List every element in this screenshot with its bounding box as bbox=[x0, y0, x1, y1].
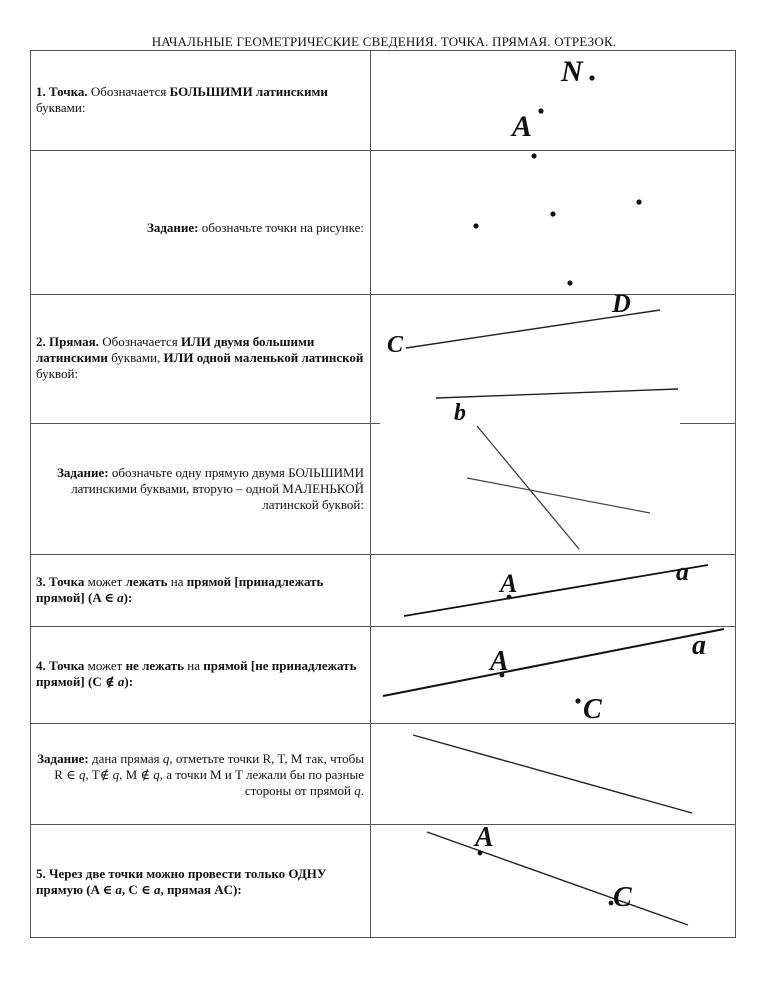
line-q bbox=[413, 735, 692, 813]
row-line-definition: 2. Прямая. Обозначается ИЛИ двумя большими латинскими буквами, ИЛИ одной маленькой латинской буквой: bbox=[36, 334, 364, 381]
line-b bbox=[436, 389, 678, 398]
row-task-line-q: Задание: дана прямая q, отметьте точки R, T, M так, чтобы R ∈ q, T∉ q, M ∉ q, а точки M и T лежали бы по разные стороны от прямой q. bbox=[37, 751, 364, 798]
row-two-points-one-line: 5. Через две точки можно провести только ОДНУ прямую (A ∈ a, C ∈ a, прямая AC): bbox=[36, 866, 327, 897]
row-task-lines: Задание: обозначьте одну прямую двумя БОЛЬШИМИ латинскими буквами, вторую – одной МАЛЕНЬКОЙ латинской буквой: bbox=[57, 465, 364, 512]
task-line-1 bbox=[477, 426, 579, 549]
line-a bbox=[404, 565, 708, 616]
line-AC bbox=[427, 832, 688, 925]
row-point-not-on-line: 4. Точка может не лежать на прямой [не принадлежать прямой] (C ∉ a): bbox=[36, 658, 357, 689]
label-point-A: A bbox=[512, 110, 533, 143]
point-A-dot bbox=[538, 108, 543, 113]
label-a-row6: a bbox=[692, 630, 706, 661]
line-a bbox=[383, 629, 724, 696]
label-line-D: D bbox=[612, 289, 631, 318]
page-title: НАЧАЛЬНЫЕ ГЕОМЕТРИЧЕСКИЕ СВЕДЕНИЯ. ТОЧКА. ПРЯМАЯ. ОТРЕЗОК. bbox=[151, 34, 617, 49]
unlabeled-point bbox=[531, 153, 536, 158]
label-A-row8: A bbox=[475, 822, 494, 853]
label-point-N: N bbox=[561, 55, 583, 88]
unlabeled-point bbox=[567, 280, 572, 285]
label-C-row8: C bbox=[613, 882, 632, 913]
label-A-row5: A bbox=[500, 569, 518, 598]
label-C-row6: C bbox=[583, 694, 602, 725]
label-line-C: C bbox=[387, 332, 404, 358]
label-line-b: b bbox=[454, 400, 466, 426]
row-point-on-line: 3. Точка может лежать на прямой [принадлежать прямой] (A ∈ a): bbox=[36, 574, 324, 605]
unlabeled-point bbox=[550, 211, 555, 216]
unlabeled-point bbox=[473, 223, 478, 228]
task-line-2 bbox=[467, 478, 650, 513]
row-point-definition: 1. Точка. Обозначается БОЛЬШИМИ латинскими буквами: bbox=[36, 84, 328, 115]
row-task-points: Задание: обозначьте точки на рисунке: bbox=[146, 220, 364, 235]
point-N-dot bbox=[589, 75, 594, 80]
point-C-off-line bbox=[575, 698, 580, 703]
unlabeled-point bbox=[636, 199, 641, 204]
label-a-row5: a bbox=[676, 557, 689, 586]
label-A-row6: A bbox=[490, 646, 509, 677]
